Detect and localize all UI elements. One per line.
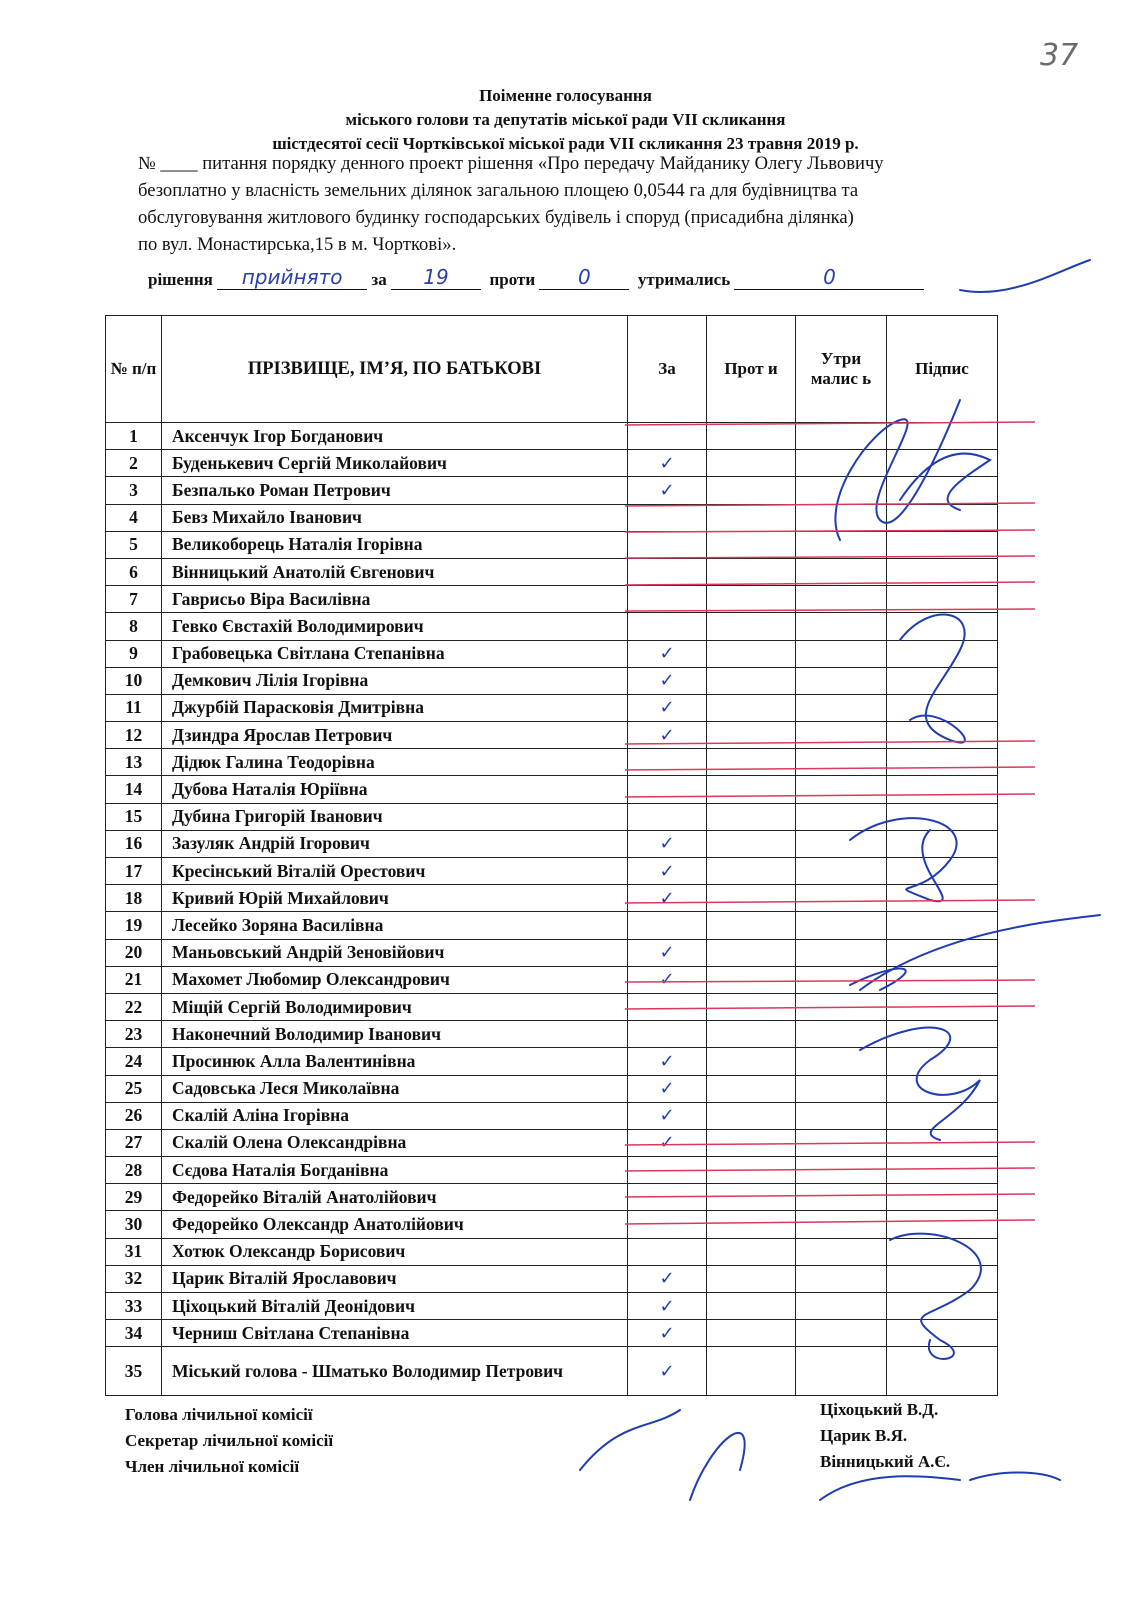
utr-cell bbox=[796, 939, 887, 966]
table-row bbox=[106, 558, 998, 585]
deputy-name: Садовська Леся Миколаївна bbox=[162, 1075, 628, 1102]
signature-cell bbox=[887, 1157, 998, 1184]
proty-cell bbox=[707, 586, 796, 613]
checkmark-icon: ✓ bbox=[659, 969, 675, 991]
signature-cell bbox=[887, 531, 998, 558]
deputy-name: Лесейко Зоряна Василівна bbox=[162, 912, 628, 939]
utr-cell bbox=[796, 858, 887, 885]
deputy-name: Черниш Світлана Степанівна bbox=[162, 1320, 628, 1347]
proty-cell bbox=[707, 1347, 796, 1396]
row-number: 34 bbox=[106, 1320, 162, 1347]
proty-cell bbox=[707, 1211, 796, 1238]
za-checkmark-cell bbox=[628, 640, 707, 667]
row-number: 18 bbox=[106, 885, 162, 912]
utr-cell bbox=[796, 1184, 887, 1211]
table-row bbox=[106, 1265, 998, 1292]
utr-cell bbox=[796, 586, 887, 613]
utr-cell bbox=[796, 613, 887, 640]
za-checkmark-cell bbox=[628, 1075, 707, 1102]
utr-cell bbox=[796, 749, 887, 776]
table-row bbox=[106, 993, 998, 1020]
utr-cell bbox=[796, 830, 887, 857]
deputy-name: Федорейко Олександр Анатолійович bbox=[162, 1211, 628, 1238]
proty-cell bbox=[707, 1102, 796, 1129]
question-line-1: № ____ питання порядку денного проект рішення «Про передачу Майданику Олегу Львовичу bbox=[138, 153, 884, 174]
za-checkmark-cell bbox=[628, 1157, 707, 1184]
utr-cell bbox=[796, 640, 887, 667]
row-number: 29 bbox=[106, 1184, 162, 1211]
signature-cell bbox=[887, 613, 998, 640]
deputy-name: Міський голова - Шматько Володимир Петрович bbox=[162, 1347, 628, 1396]
utr-cell bbox=[796, 885, 887, 912]
utr-cell bbox=[796, 1102, 887, 1129]
row-number: 22 bbox=[106, 993, 162, 1020]
utr-cell bbox=[796, 1320, 887, 1347]
col-header-num: № п/п bbox=[106, 316, 162, 423]
za-checkmark-cell bbox=[628, 1102, 707, 1129]
signature-cell bbox=[887, 858, 998, 885]
table-row bbox=[106, 640, 998, 667]
deputy-name: Джурбій Парасковія Дмитрівна bbox=[162, 694, 628, 721]
deputy-name: Скалій Олена Олександрівна bbox=[162, 1129, 628, 1156]
utr-cell bbox=[796, 1293, 887, 1320]
signature-cell bbox=[887, 776, 998, 803]
za-checkmark-cell bbox=[628, 531, 707, 558]
za-checkmark-cell bbox=[628, 504, 707, 531]
table-row bbox=[106, 1129, 998, 1156]
deputy-name: Сєдова Наталія Богданівна bbox=[162, 1157, 628, 1184]
signature-cell bbox=[887, 694, 998, 721]
signature-cell bbox=[887, 1184, 998, 1211]
za-checkmark-cell bbox=[628, 858, 707, 885]
row-number: 10 bbox=[106, 667, 162, 694]
proty-cell bbox=[707, 749, 796, 776]
signature-cell bbox=[887, 477, 998, 504]
signature-scribble bbox=[580, 1410, 745, 1500]
za-checkmark-cell bbox=[628, 694, 707, 721]
signature-cell bbox=[887, 586, 998, 613]
row-number: 1 bbox=[106, 423, 162, 450]
question-line-4: по вул. Монастирська,15 в м. Чорткові». bbox=[138, 234, 457, 255]
table-row bbox=[106, 939, 998, 966]
utr-cell bbox=[796, 477, 887, 504]
deputy-name: Дубина Григорій Іванович bbox=[162, 803, 628, 830]
decision-label: рішення bbox=[148, 270, 213, 289]
proty-cell bbox=[707, 1129, 796, 1156]
table-row bbox=[106, 1048, 998, 1075]
utr-cell bbox=[796, 450, 887, 477]
proty-cell bbox=[707, 885, 796, 912]
deputy-name: Царик Віталій Ярославович bbox=[162, 1265, 628, 1292]
signature-cell bbox=[887, 450, 998, 477]
signature-cell bbox=[887, 993, 998, 1020]
proty-count: 0 bbox=[539, 265, 629, 290]
col-header-proty: Прот и bbox=[707, 316, 796, 423]
table-row bbox=[106, 694, 998, 721]
deputy-name: Махомет Любомир Олександрович bbox=[162, 966, 628, 993]
deputy-name: Ціхоцький Віталій Деонідович bbox=[162, 1293, 628, 1320]
za-checkmark-cell bbox=[628, 667, 707, 694]
proty-cell bbox=[707, 1184, 796, 1211]
deputy-name: Гевко Євстахій Володимирович bbox=[162, 613, 628, 640]
row-number: 24 bbox=[106, 1048, 162, 1075]
za-checkmark-cell bbox=[628, 912, 707, 939]
utr-cell bbox=[796, 966, 887, 993]
deputy-name: Кресінський Віталій Орестович bbox=[162, 858, 628, 885]
proty-cell bbox=[707, 1293, 796, 1320]
proty-cell bbox=[707, 640, 796, 667]
table-row bbox=[106, 613, 998, 640]
proty-cell bbox=[707, 858, 796, 885]
za-checkmark-cell bbox=[628, 1238, 707, 1265]
utr-count: 0 bbox=[734, 265, 924, 290]
proty-cell bbox=[707, 803, 796, 830]
signature-cell bbox=[887, 1265, 998, 1292]
utr-cell bbox=[796, 722, 887, 749]
signature-cell bbox=[887, 966, 998, 993]
row-number: 16 bbox=[106, 830, 162, 857]
za-checkmark-cell bbox=[628, 1211, 707, 1238]
checkmark-icon: ✓ bbox=[659, 724, 675, 746]
table-header-row bbox=[106, 316, 998, 423]
row-number: 7 bbox=[106, 586, 162, 613]
checkmark-icon: ✓ bbox=[659, 697, 675, 719]
row-number: 20 bbox=[106, 939, 162, 966]
za-checkmark-cell bbox=[628, 450, 707, 477]
proty-cell bbox=[707, 531, 796, 558]
deputy-name: Дубова Наталія Юріївна bbox=[162, 776, 628, 803]
proty-cell bbox=[707, 450, 796, 477]
utr-cell bbox=[796, 558, 887, 585]
checkmark-icon: ✓ bbox=[659, 887, 675, 909]
deputy-name: Бевз Михайло Іванович bbox=[162, 504, 628, 531]
za-checkmark-cell bbox=[628, 830, 707, 857]
proty-cell bbox=[707, 830, 796, 857]
signature-cell bbox=[887, 803, 998, 830]
za-count: 19 bbox=[391, 265, 481, 290]
table-row bbox=[106, 1347, 998, 1396]
utr-cell bbox=[796, 912, 887, 939]
proty-cell bbox=[707, 1265, 796, 1292]
row-number: 6 bbox=[106, 558, 162, 585]
deputy-name: Гаврисьо Віра Василівна bbox=[162, 586, 628, 613]
deputy-name: Федорейко Віталій Анатолійович bbox=[162, 1184, 628, 1211]
za-checkmark-cell bbox=[628, 1048, 707, 1075]
decision-line bbox=[148, 265, 1028, 290]
question-line-3: обслуговування житлового будинку господарських будівель і споруд (присадибна ділянка) bbox=[138, 207, 854, 228]
proty-cell bbox=[707, 558, 796, 585]
deputy-name: Міщій Сергій Володимирович bbox=[162, 993, 628, 1020]
proty-cell bbox=[707, 1320, 796, 1347]
proty-cell bbox=[707, 1157, 796, 1184]
table-row bbox=[106, 722, 998, 749]
deputy-name: Скалій Аліна Ігорівна bbox=[162, 1102, 628, 1129]
signature-cell bbox=[887, 1347, 998, 1396]
za-checkmark-cell bbox=[628, 1320, 707, 1347]
signature-cell bbox=[887, 1293, 998, 1320]
signature-cell bbox=[887, 1320, 998, 1347]
row-number: 4 bbox=[106, 504, 162, 531]
signature-cell bbox=[887, 504, 998, 531]
col-header-name: ПРІЗВИЩЕ, ІМ’Я, ПО БАТЬКОВІ bbox=[162, 316, 628, 423]
deputy-name: Аксенчук Ігор Богданович bbox=[162, 423, 628, 450]
checkmark-icon: ✓ bbox=[659, 833, 675, 855]
deputy-name: Безпалько Роман Петрович bbox=[162, 477, 628, 504]
signature-cell bbox=[887, 1238, 998, 1265]
utr-cell bbox=[796, 1347, 887, 1396]
row-number: 5 bbox=[106, 531, 162, 558]
proty-cell bbox=[707, 722, 796, 749]
member-label: Член лічильної комісії bbox=[125, 1457, 300, 1476]
za-checkmark-cell bbox=[628, 722, 707, 749]
za-checkmark-cell bbox=[628, 776, 707, 803]
signature-cell bbox=[887, 830, 998, 857]
utr-cell bbox=[796, 1129, 887, 1156]
deputy-name: Демкович Лілія Ігорівна bbox=[162, 667, 628, 694]
proty-cell bbox=[707, 912, 796, 939]
row-number: 3 bbox=[106, 477, 162, 504]
proty-cell bbox=[707, 776, 796, 803]
checkmark-icon: ✓ bbox=[659, 1268, 675, 1290]
utr-cell bbox=[796, 667, 887, 694]
signature-cell bbox=[887, 667, 998, 694]
za-checkmark-cell bbox=[628, 477, 707, 504]
proty-cell bbox=[707, 1075, 796, 1102]
za-checkmark-cell bbox=[628, 1347, 707, 1396]
za-checkmark-cell bbox=[628, 1184, 707, 1211]
vote-table bbox=[105, 315, 998, 1396]
za-checkmark-cell bbox=[628, 1021, 707, 1048]
proty-cell bbox=[707, 1238, 796, 1265]
signature-cell bbox=[887, 912, 998, 939]
row-number: 8 bbox=[106, 613, 162, 640]
za-checkmark-cell bbox=[628, 423, 707, 450]
document-subtitle: міського голови та депутатів міської ради VІІ скликання bbox=[345, 110, 786, 129]
proty-cell bbox=[707, 1021, 796, 1048]
col-header-signature: Підпис bbox=[887, 316, 998, 423]
table-row bbox=[106, 531, 998, 558]
row-number: 12 bbox=[106, 722, 162, 749]
checkmark-icon: ✓ bbox=[659, 670, 675, 692]
signature-cell bbox=[887, 558, 998, 585]
deputy-name: Просинюк Алла Валентинівна bbox=[162, 1048, 628, 1075]
signature-cell bbox=[887, 640, 998, 667]
question-line-2: безоплатно у власність земельних ділянок загальною площею 0,0544 га для будівництва та bbox=[138, 180, 859, 201]
za-checkmark-cell bbox=[628, 1265, 707, 1292]
signature-cell bbox=[887, 1021, 998, 1048]
proty-cell bbox=[707, 1048, 796, 1075]
za-checkmark-cell bbox=[628, 803, 707, 830]
deputy-name: Кривий Юрій Михайлович bbox=[162, 885, 628, 912]
row-number: 25 bbox=[106, 1075, 162, 1102]
row-number: 19 bbox=[106, 912, 162, 939]
row-number: 30 bbox=[106, 1211, 162, 1238]
checkmark-icon: ✓ bbox=[659, 1295, 675, 1317]
table-row bbox=[106, 912, 998, 939]
signature-cell bbox=[887, 1048, 998, 1075]
za-checkmark-cell bbox=[628, 613, 707, 640]
utr-cell bbox=[796, 504, 887, 531]
secretary-name: Царик В.Я. bbox=[820, 1426, 908, 1445]
checkmark-icon: ✓ bbox=[659, 643, 675, 665]
utr-cell bbox=[796, 803, 887, 830]
signature-cell bbox=[887, 423, 998, 450]
proty-cell bbox=[707, 667, 796, 694]
row-number: 28 bbox=[106, 1157, 162, 1184]
row-number: 35 bbox=[106, 1347, 162, 1396]
proty-cell bbox=[707, 504, 796, 531]
checkmark-icon: ✓ bbox=[659, 1322, 675, 1344]
checkmark-icon: ✓ bbox=[659, 860, 675, 882]
proty-cell bbox=[707, 939, 796, 966]
table-row bbox=[106, 803, 998, 830]
table-row bbox=[106, 1238, 998, 1265]
table-row bbox=[106, 885, 998, 912]
proty-label: проти bbox=[489, 270, 536, 289]
table-row bbox=[106, 1320, 998, 1347]
utr-cell bbox=[796, 1157, 887, 1184]
row-number: 21 bbox=[106, 966, 162, 993]
utr-cell bbox=[796, 1075, 887, 1102]
table-row bbox=[106, 423, 998, 450]
document-title: Поіменне голосування bbox=[479, 86, 652, 105]
deputy-name: Дзиндра Ярослав Петрович bbox=[162, 722, 628, 749]
table-row bbox=[106, 1211, 998, 1238]
utr-cell bbox=[796, 1265, 887, 1292]
row-number: 2 bbox=[106, 450, 162, 477]
deputy-name: Вінницький Анатолій Євгенович bbox=[162, 558, 628, 585]
col-header-za: За bbox=[628, 316, 707, 423]
deputy-name: Наконечний Володимир Іванович bbox=[162, 1021, 628, 1048]
deputy-name: Дідюк Галина Теодорівна bbox=[162, 749, 628, 776]
table-row bbox=[106, 858, 998, 885]
checkmark-icon: ✓ bbox=[659, 1078, 675, 1100]
table-row bbox=[106, 504, 998, 531]
utr-cell bbox=[796, 531, 887, 558]
table-row bbox=[106, 586, 998, 613]
table-row bbox=[106, 966, 998, 993]
table-row bbox=[106, 1184, 998, 1211]
deputy-name: Великоборець Наталія Ігорівна bbox=[162, 531, 628, 558]
signature-cell bbox=[887, 1075, 998, 1102]
signature-scribble bbox=[820, 1473, 1060, 1501]
signature-cell bbox=[887, 1129, 998, 1156]
table-row bbox=[106, 450, 998, 477]
checkmark-icon: ✓ bbox=[659, 1050, 675, 1072]
proty-cell bbox=[707, 966, 796, 993]
signature-cell bbox=[887, 722, 998, 749]
za-checkmark-cell bbox=[628, 939, 707, 966]
za-label: за bbox=[371, 270, 387, 289]
za-checkmark-cell bbox=[628, 993, 707, 1020]
row-number: 13 bbox=[106, 749, 162, 776]
chair-label: Голова лічильної комісії bbox=[125, 1405, 313, 1424]
checkmark-icon: ✓ bbox=[659, 942, 675, 964]
row-number: 14 bbox=[106, 776, 162, 803]
proty-cell bbox=[707, 993, 796, 1020]
signature-cell bbox=[887, 1211, 998, 1238]
row-number: 26 bbox=[106, 1102, 162, 1129]
row-number: 9 bbox=[106, 640, 162, 667]
utr-cell bbox=[796, 1021, 887, 1048]
row-number: 17 bbox=[106, 858, 162, 885]
za-checkmark-cell bbox=[628, 749, 707, 776]
chair-name: Ціхоцький В.Д. bbox=[820, 1400, 939, 1419]
secretary-label: Секретар лічильної комісії bbox=[125, 1431, 334, 1450]
table-row bbox=[106, 830, 998, 857]
proty-cell bbox=[707, 423, 796, 450]
utr-cell bbox=[796, 776, 887, 803]
row-number: 11 bbox=[106, 694, 162, 721]
proty-cell bbox=[707, 477, 796, 504]
decision-result: прийнято bbox=[217, 265, 367, 290]
proty-cell bbox=[707, 694, 796, 721]
table-row bbox=[106, 1102, 998, 1129]
signature-cell bbox=[887, 885, 998, 912]
row-number: 27 bbox=[106, 1129, 162, 1156]
za-checkmark-cell bbox=[628, 1129, 707, 1156]
deputy-name: Грабовецька Світлана Степанівна bbox=[162, 640, 628, 667]
proty-cell bbox=[707, 613, 796, 640]
table-row bbox=[106, 667, 998, 694]
member-name: Вінницький А.Є. bbox=[820, 1452, 951, 1471]
session-line: шістдесятої сесії Чортківської міської ради VІІ скликання 23 травня 2019 р. bbox=[272, 134, 859, 153]
table-row bbox=[106, 1293, 998, 1320]
checkmark-icon: ✓ bbox=[659, 1360, 675, 1382]
row-number: 31 bbox=[106, 1238, 162, 1265]
za-checkmark-cell bbox=[628, 1293, 707, 1320]
utr-label: утримались bbox=[637, 270, 731, 289]
table-row bbox=[106, 477, 998, 504]
utr-cell bbox=[796, 1211, 887, 1238]
za-checkmark-cell bbox=[628, 558, 707, 585]
za-checkmark-cell bbox=[628, 885, 707, 912]
table-row bbox=[106, 776, 998, 803]
utr-cell bbox=[796, 993, 887, 1020]
utr-cell bbox=[796, 1238, 887, 1265]
utr-cell bbox=[796, 423, 887, 450]
signature-cell bbox=[887, 939, 998, 966]
row-number: 23 bbox=[106, 1021, 162, 1048]
deputy-name: Буденькевич Сергій Миколайович bbox=[162, 450, 628, 477]
row-number: 33 bbox=[106, 1293, 162, 1320]
utr-cell bbox=[796, 694, 887, 721]
checkmark-icon: ✓ bbox=[659, 479, 675, 501]
utr-cell bbox=[796, 1048, 887, 1075]
signature-cell bbox=[887, 749, 998, 776]
deputy-name: Хотюк Олександр Борисович bbox=[162, 1238, 628, 1265]
checkmark-icon: ✓ bbox=[659, 1105, 675, 1127]
row-number: 15 bbox=[106, 803, 162, 830]
col-header-utr: Утри малис ь bbox=[796, 316, 887, 423]
za-checkmark-cell bbox=[628, 586, 707, 613]
deputy-name: Маньовський Андрій Зеновійович bbox=[162, 939, 628, 966]
checkmark-icon: ✓ bbox=[659, 452, 675, 474]
table-row bbox=[106, 1075, 998, 1102]
checkmark-icon: ✓ bbox=[659, 1132, 675, 1154]
row-number: 32 bbox=[106, 1265, 162, 1292]
deputy-name: Зазуляк Андрій Ігорович bbox=[162, 830, 628, 857]
table-row bbox=[106, 749, 998, 776]
table-row bbox=[106, 1157, 998, 1184]
page-number: 37 bbox=[1040, 38, 1079, 73]
signature-cell bbox=[887, 1102, 998, 1129]
table-row bbox=[106, 1021, 998, 1048]
za-checkmark-cell bbox=[628, 966, 707, 993]
